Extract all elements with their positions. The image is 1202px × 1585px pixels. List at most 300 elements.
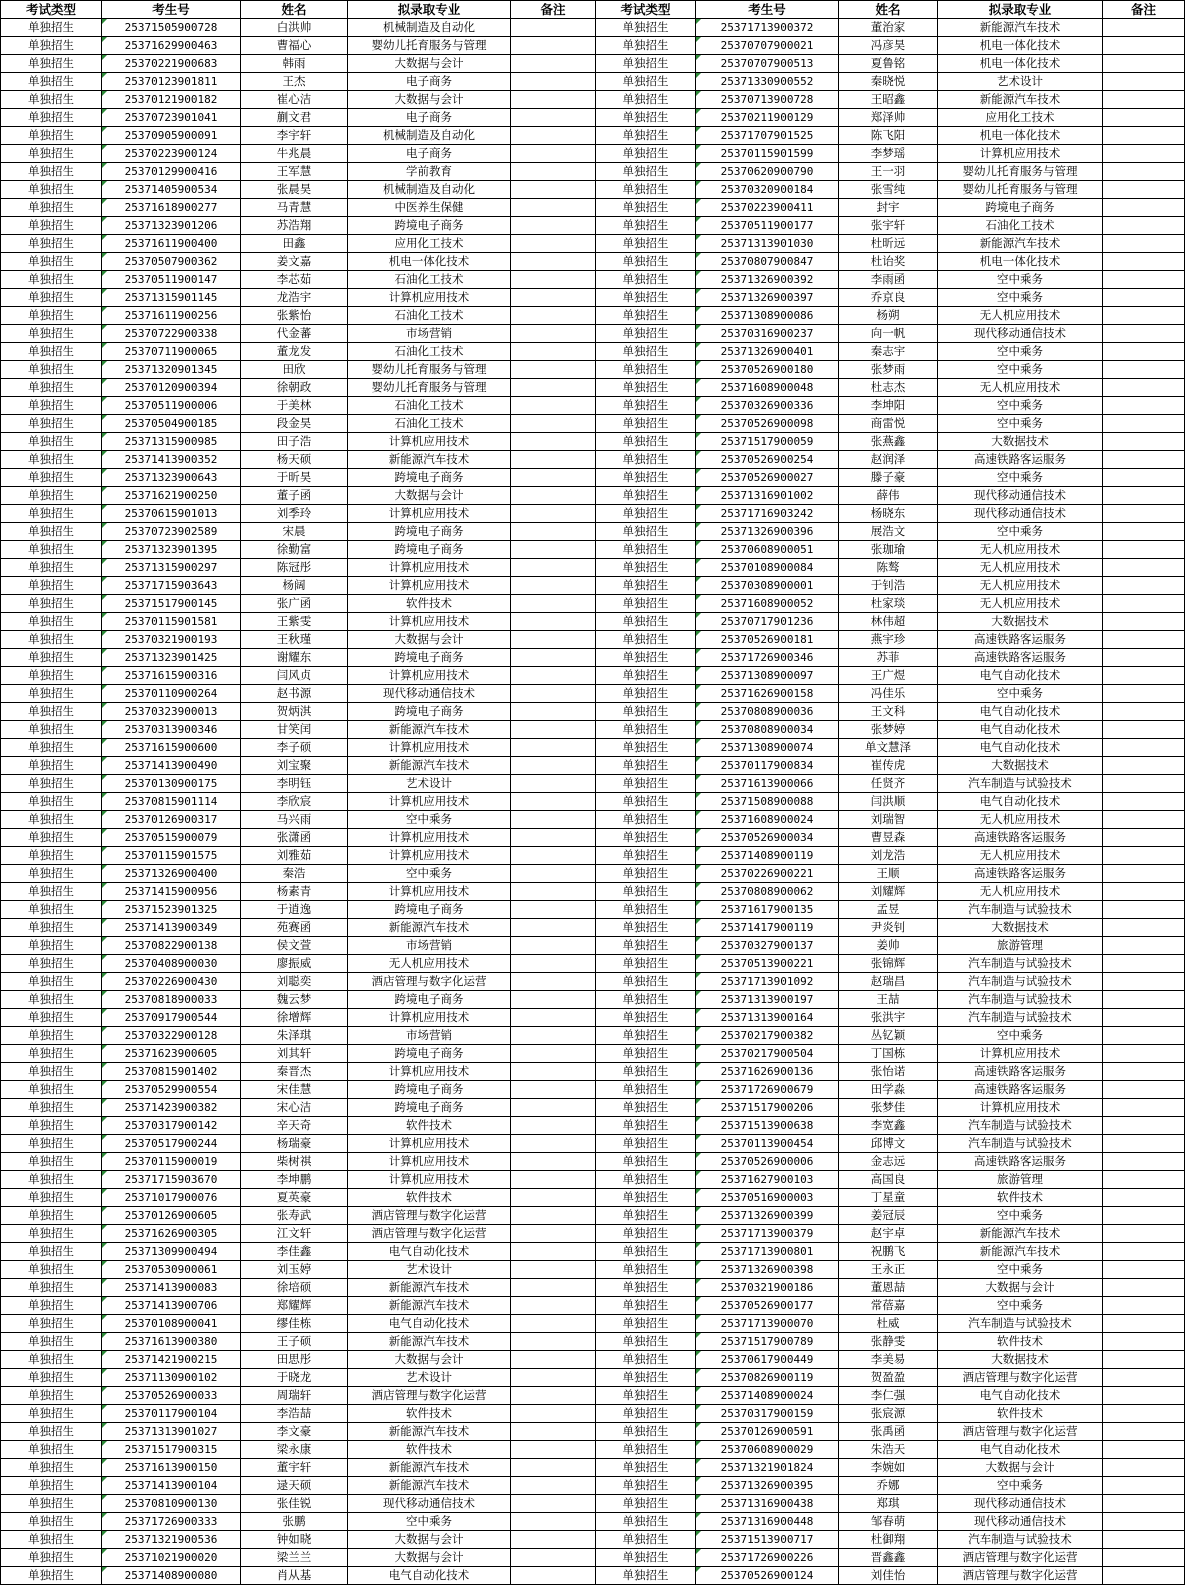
cell-name-2[interactable]: 张宇轩 <box>839 217 938 235</box>
cell-candidate-no[interactable]: 25370711900065 <box>102 343 241 361</box>
cell-candidate-no[interactable]: 25371323901425 <box>102 649 241 667</box>
cell-exam-type[interactable]: 单独招生 <box>1 1405 102 1423</box>
cell-exam-type[interactable]: 单独招生 <box>1 1351 102 1369</box>
cell-exam-type[interactable]: 单独招生 <box>1 253 102 271</box>
cell-exam-type[interactable]: 单独招生 <box>1 613 102 631</box>
cell-name-2[interactable]: 董治家 <box>839 19 938 37</box>
cell-name[interactable]: 王子硕 <box>241 1333 348 1351</box>
cell-remark-2[interactable] <box>1103 721 1185 739</box>
cell-name-2[interactable]: 李仁强 <box>839 1387 938 1405</box>
cell-remark-2[interactable] <box>1103 379 1185 397</box>
cell-name-2[interactable]: 姜冠辰 <box>839 1207 938 1225</box>
cell-major-2[interactable]: 电气自动化技术 <box>938 667 1103 685</box>
cell-remark-2[interactable] <box>1103 901 1185 919</box>
cell-major[interactable]: 机械制造及自动化 <box>348 127 511 145</box>
cell-major[interactable]: 空中乘务 <box>348 811 511 829</box>
cell-major-2[interactable]: 大数据与会计 <box>938 1459 1103 1477</box>
cell-remark[interactable] <box>511 1297 596 1315</box>
cell-exam-type[interactable]: 单独招生 <box>1 757 102 775</box>
cell-exam-type-2[interactable]: 单独招生 <box>596 1171 696 1189</box>
cell-major[interactable]: 石油化工技术 <box>348 397 511 415</box>
cell-exam-type-2[interactable]: 单独招生 <box>596 793 696 811</box>
cell-name-2[interactable]: 曹昱森 <box>839 829 938 847</box>
cell-major[interactable]: 计算机应用技术 <box>348 1063 511 1081</box>
cell-remark[interactable] <box>511 73 596 91</box>
cell-remark[interactable] <box>511 469 596 487</box>
header-remark[interactable]: 备注 <box>511 1 596 19</box>
cell-major-2[interactable]: 电气自动化技术 <box>938 1387 1103 1405</box>
cell-candidate-no-2[interactable]: 25371408900119 <box>696 847 839 865</box>
cell-major[interactable]: 跨境电子商务 <box>348 703 511 721</box>
cell-major-2[interactable]: 大数据技术 <box>938 1351 1103 1369</box>
cell-remark-2[interactable] <box>1103 847 1185 865</box>
cell-major-2[interactable]: 无人机应用技术 <box>938 379 1103 397</box>
cell-exam-type[interactable]: 单独招生 <box>1 703 102 721</box>
cell-candidate-no-2[interactable]: 25371713900372 <box>696 19 839 37</box>
cell-major[interactable]: 机械制造及自动化 <box>348 181 511 199</box>
cell-candidate-no[interactable]: 25371315901145 <box>102 289 241 307</box>
cell-remark-2[interactable] <box>1103 1171 1185 1189</box>
cell-major-2[interactable]: 电气自动化技术 <box>938 793 1103 811</box>
cell-exam-type[interactable]: 单独招生 <box>1 1117 102 1135</box>
cell-remark[interactable] <box>511 163 596 181</box>
cell-candidate-no-2[interactable]: 25371608900048 <box>696 379 839 397</box>
cell-name[interactable]: 王秋瑾 <box>241 631 348 649</box>
cell-name-2[interactable]: 杨朔 <box>839 307 938 325</box>
cell-candidate-no-2[interactable]: 25370526900006 <box>696 1153 839 1171</box>
cell-remark-2[interactable] <box>1103 1045 1185 1063</box>
cell-exam-type[interactable]: 单独招生 <box>1 1459 102 1477</box>
cell-candidate-no-2[interactable]: 25371517900789 <box>696 1333 839 1351</box>
cell-remark-2[interactable] <box>1103 109 1185 127</box>
cell-candidate-no[interactable]: 25371413900349 <box>102 919 241 937</box>
cell-exam-type[interactable]: 单独招生 <box>1 1243 102 1261</box>
cell-major-2[interactable]: 机电一体化技术 <box>938 37 1103 55</box>
cell-exam-type[interactable]: 单独招生 <box>1 1225 102 1243</box>
cell-exam-type-2[interactable]: 单独招生 <box>596 307 696 325</box>
cell-major-2[interactable]: 空中乘务 <box>938 1477 1103 1495</box>
cell-major-2[interactable]: 大数据技术 <box>938 919 1103 937</box>
cell-remark[interactable] <box>511 55 596 73</box>
cell-remark-2[interactable] <box>1103 19 1185 37</box>
cell-exam-type-2[interactable]: 单独招生 <box>596 127 696 145</box>
cell-name-2[interactable]: 刘瑞智 <box>839 811 938 829</box>
cell-remark[interactable] <box>511 1225 596 1243</box>
cell-remark[interactable] <box>511 361 596 379</box>
cell-candidate-no[interactable]: 25370815901402 <box>102 1063 241 1081</box>
cell-exam-type[interactable]: 单独招生 <box>1 415 102 433</box>
cell-major-2[interactable]: 计算机应用技术 <box>938 145 1103 163</box>
cell-major-2[interactable]: 无人机应用技术 <box>938 811 1103 829</box>
cell-exam-type[interactable]: 单独招生 <box>1 145 102 163</box>
cell-name-2[interactable]: 田学淼 <box>839 1081 938 1099</box>
cell-major[interactable]: 电子商务 <box>348 145 511 163</box>
cell-major[interactable]: 大数据与会计 <box>348 1549 511 1567</box>
cell-major-2[interactable]: 婴幼儿托育服务与管理 <box>938 181 1103 199</box>
cell-name-2[interactable]: 董恩喆 <box>839 1279 938 1297</box>
cell-exam-type-2[interactable]: 单独招生 <box>596 937 696 955</box>
cell-name-2[interactable]: 张怡诺 <box>839 1063 938 1081</box>
cell-exam-type-2[interactable]: 单独招生 <box>596 1261 696 1279</box>
cell-candidate-no[interactable]: 25371623900605 <box>102 1045 241 1063</box>
cell-remark-2[interactable] <box>1103 631 1185 649</box>
cell-major[interactable]: 酒店管理与数字化运营 <box>348 973 511 991</box>
cell-exam-type-2[interactable]: 单独招生 <box>596 703 696 721</box>
cell-major[interactable]: 中医养生保健 <box>348 199 511 217</box>
cell-major-2[interactable]: 机电一体化技术 <box>938 127 1103 145</box>
cell-candidate-no-2[interactable]: 25371713900379 <box>696 1225 839 1243</box>
cell-name[interactable]: 王军慧 <box>241 163 348 181</box>
cell-candidate-no[interactable]: 25371613900150 <box>102 1459 241 1477</box>
cell-candidate-no[interactable]: 25370723902589 <box>102 523 241 541</box>
cell-candidate-no[interactable]: 25370115901581 <box>102 613 241 631</box>
cell-exam-type[interactable]: 单独招生 <box>1 721 102 739</box>
cell-candidate-no[interactable]: 25370815901114 <box>102 793 241 811</box>
cell-remark[interactable] <box>511 343 596 361</box>
cell-remark[interactable] <box>511 1531 596 1549</box>
cell-major-2[interactable]: 空中乘务 <box>938 1027 1103 1045</box>
cell-candidate-no[interactable]: 25371621900250 <box>102 487 241 505</box>
cell-remark-2[interactable] <box>1103 1063 1185 1081</box>
cell-remark-2[interactable] <box>1103 1387 1185 1405</box>
cell-name[interactable]: 周瑞轩 <box>241 1387 348 1405</box>
cell-name-2[interactable]: 陈飞阳 <box>839 127 938 145</box>
cell-candidate-no-2[interactable]: 25370707900513 <box>696 55 839 73</box>
cell-major[interactable]: 计算机应用技术 <box>348 847 511 865</box>
cell-exam-type-2[interactable]: 单独招生 <box>596 721 696 739</box>
cell-name-2[interactable]: 苏菲 <box>839 649 938 667</box>
cell-name[interactable]: 田鑫 <box>241 235 348 253</box>
cell-name[interactable]: 蒯文君 <box>241 109 348 127</box>
cell-remark[interactable] <box>511 1243 596 1261</box>
cell-major[interactable]: 婴幼儿托育服务与管理 <box>348 37 511 55</box>
cell-remark[interactable] <box>511 1369 596 1387</box>
cell-remark-2[interactable] <box>1103 703 1185 721</box>
cell-name-2[interactable]: 林伟超 <box>839 613 938 631</box>
cell-remark[interactable] <box>511 595 596 613</box>
cell-name-2[interactable]: 王昭鑫 <box>839 91 938 109</box>
cell-name[interactable]: 刘其轩 <box>241 1045 348 1063</box>
cell-exam-type[interactable]: 单独招生 <box>1 811 102 829</box>
cell-candidate-no-2[interactable]: 25371517900059 <box>696 433 839 451</box>
cell-major[interactable]: 艺术设计 <box>348 1369 511 1387</box>
header-candidate-no-2[interactable]: 考生号 <box>696 1 839 19</box>
cell-name-2[interactable]: 王喆 <box>839 991 938 1009</box>
cell-exam-type-2[interactable]: 单独招生 <box>596 487 696 505</box>
cell-exam-type-2[interactable]: 单独招生 <box>596 37 696 55</box>
cell-remark-2[interactable] <box>1103 595 1185 613</box>
cell-name-2[interactable]: 张燕鑫 <box>839 433 938 451</box>
cell-exam-type[interactable]: 单独招生 <box>1 73 102 91</box>
cell-name[interactable]: 韩雨 <box>241 55 348 73</box>
cell-major-2[interactable]: 空中乘务 <box>938 523 1103 541</box>
cell-remark[interactable] <box>511 937 596 955</box>
cell-remark-2[interactable] <box>1103 1315 1185 1333</box>
cell-exam-type[interactable]: 单独招生 <box>1 1333 102 1351</box>
cell-exam-type[interactable]: 单独招生 <box>1 685 102 703</box>
cell-remark[interactable] <box>511 577 596 595</box>
cell-exam-type[interactable]: 单独招生 <box>1 739 102 757</box>
cell-major-2[interactable]: 新能源汽车技术 <box>938 19 1103 37</box>
cell-remark-2[interactable] <box>1103 1027 1185 1045</box>
cell-major-2[interactable]: 高速铁路客运服务 <box>938 865 1103 883</box>
cell-remark-2[interactable] <box>1103 1207 1185 1225</box>
cell-exam-type-2[interactable]: 单独招生 <box>596 19 696 37</box>
cell-remark[interactable] <box>511 1153 596 1171</box>
cell-remark[interactable] <box>511 1045 596 1063</box>
cell-major[interactable]: 酒店管理与数字化运营 <box>348 1207 511 1225</box>
cell-major[interactable]: 大数据与会计 <box>348 55 511 73</box>
cell-name-2[interactable]: 张静雯 <box>839 1333 938 1351</box>
cell-candidate-no[interactable]: 25371421900215 <box>102 1351 241 1369</box>
cell-name[interactable]: 于晓龙 <box>241 1369 348 1387</box>
cell-major[interactable]: 跨境电子商务 <box>348 1099 511 1117</box>
cell-name[interactable]: 段金昊 <box>241 415 348 433</box>
cell-exam-type-2[interactable]: 单独招生 <box>596 505 696 523</box>
cell-exam-type-2[interactable]: 单独招生 <box>596 1405 696 1423</box>
cell-exam-type-2[interactable]: 单独招生 <box>596 1243 696 1261</box>
cell-major-2[interactable]: 跨境电子商务 <box>938 199 1103 217</box>
cell-candidate-no-2[interactable]: 25370526900177 <box>696 1297 839 1315</box>
cell-remark-2[interactable] <box>1103 1567 1185 1585</box>
cell-candidate-no[interactable]: 25370905900091 <box>102 127 241 145</box>
cell-candidate-no[interactable]: 25370517900244 <box>102 1135 241 1153</box>
cell-remark[interactable] <box>511 19 596 37</box>
cell-candidate-no-2[interactable]: 25371313901030 <box>696 235 839 253</box>
cell-remark-2[interactable] <box>1103 1423 1185 1441</box>
cell-exam-type-2[interactable]: 单独招生 <box>596 1207 696 1225</box>
cell-name-2[interactable]: 张珈瑜 <box>839 541 938 559</box>
cell-remark[interactable] <box>511 829 596 847</box>
cell-remark-2[interactable] <box>1103 1459 1185 1477</box>
cell-candidate-no[interactable]: 25371315900985 <box>102 433 241 451</box>
cell-candidate-no[interactable]: 25370322900128 <box>102 1027 241 1045</box>
cell-exam-type-2[interactable]: 单独招生 <box>596 631 696 649</box>
cell-exam-type-2[interactable]: 单独招生 <box>596 1459 696 1477</box>
cell-remark-2[interactable] <box>1103 1279 1185 1297</box>
cell-major-2[interactable]: 空中乘务 <box>938 685 1103 703</box>
cell-name[interactable]: 李芯茹 <box>241 271 348 289</box>
cell-exam-type[interactable]: 单独招生 <box>1 361 102 379</box>
cell-exam-type-2[interactable]: 单独招生 <box>596 379 696 397</box>
cell-name[interactable]: 马青慧 <box>241 199 348 217</box>
cell-candidate-no-2[interactable]: 25371627900103 <box>696 1171 839 1189</box>
cell-exam-type-2[interactable]: 单独招生 <box>596 1351 696 1369</box>
cell-major[interactable]: 计算机应用技术 <box>348 433 511 451</box>
cell-candidate-no[interactable]: 25371726900333 <box>102 1513 241 1531</box>
cell-name-2[interactable]: 杜志杰 <box>839 379 938 397</box>
cell-remark-2[interactable] <box>1103 91 1185 109</box>
cell-name[interactable]: 逯天硕 <box>241 1477 348 1495</box>
cell-exam-type-2[interactable]: 单独招生 <box>596 1531 696 1549</box>
cell-remark[interactable] <box>511 1171 596 1189</box>
cell-name[interactable]: 徐培硕 <box>241 1279 348 1297</box>
cell-exam-type[interactable]: 单独招生 <box>1 433 102 451</box>
cell-exam-type-2[interactable]: 单独招生 <box>596 919 696 937</box>
cell-remark-2[interactable] <box>1103 235 1185 253</box>
cell-major[interactable]: 计算机应用技术 <box>348 1171 511 1189</box>
cell-candidate-no[interactable]: 25371313901027 <box>102 1423 241 1441</box>
cell-major[interactable]: 空中乘务 <box>348 1513 511 1531</box>
cell-name-2[interactable]: 张禹函 <box>839 1423 938 1441</box>
cell-exam-type[interactable]: 单独招生 <box>1 307 102 325</box>
cell-candidate-no-2[interactable]: 25370327900137 <box>696 937 839 955</box>
cell-remark[interactable] <box>511 1279 596 1297</box>
cell-exam-type-2[interactable]: 单独招生 <box>596 667 696 685</box>
cell-exam-type[interactable]: 单独招生 <box>1 451 102 469</box>
cell-exam-type[interactable]: 单独招生 <box>1 217 102 235</box>
cell-remark-2[interactable] <box>1103 1405 1185 1423</box>
cell-remark[interactable] <box>511 667 596 685</box>
cell-exam-type[interactable]: 单独招生 <box>1 19 102 37</box>
cell-candidate-no-2[interactable]: 25371608900052 <box>696 595 839 613</box>
cell-major-2[interactable]: 高速铁路客运服务 <box>938 649 1103 667</box>
cell-candidate-no-2[interactable]: 25370717901236 <box>696 613 839 631</box>
cell-name-2[interactable]: 李美易 <box>839 1351 938 1369</box>
cell-major-2[interactable]: 空中乘务 <box>938 1297 1103 1315</box>
cell-major-2[interactable]: 新能源汽车技术 <box>938 235 1103 253</box>
cell-name[interactable]: 董宇轩 <box>241 1459 348 1477</box>
cell-major-2[interactable]: 大数据与会计 <box>938 1279 1103 1297</box>
cell-candidate-no[interactable]: 25371321900536 <box>102 1531 241 1549</box>
cell-major-2[interactable]: 汽车制造与试验技术 <box>938 775 1103 793</box>
cell-name[interactable]: 张广函 <box>241 595 348 613</box>
cell-exam-type[interactable]: 单独招生 <box>1 343 102 361</box>
cell-name[interactable]: 宋晨 <box>241 523 348 541</box>
cell-name[interactable]: 秦浩 <box>241 865 348 883</box>
cell-exam-type[interactable]: 单独招生 <box>1 1279 102 1297</box>
cell-major-2[interactable]: 旅游管理 <box>938 937 1103 955</box>
cell-exam-type[interactable]: 单独招生 <box>1 109 102 127</box>
cell-major-2[interactable]: 汽车制造与试验技术 <box>938 1117 1103 1135</box>
cell-exam-type[interactable]: 单独招生 <box>1 955 102 973</box>
cell-name[interactable]: 张紫怡 <box>241 307 348 325</box>
cell-name-2[interactable]: 薛伟 <box>839 487 938 505</box>
cell-exam-type-2[interactable]: 单独招生 <box>596 1297 696 1315</box>
cell-major[interactable]: 跨境电子商务 <box>348 649 511 667</box>
cell-exam-type[interactable]: 单独招生 <box>1 901 102 919</box>
cell-remark-2[interactable] <box>1103 613 1185 631</box>
cell-name[interactable]: 杨瑞豪 <box>241 1135 348 1153</box>
cell-candidate-no[interactable]: 25370723901041 <box>102 109 241 127</box>
cell-name[interactable]: 张晨昊 <box>241 181 348 199</box>
cell-candidate-no[interactable]: 25370810900130 <box>102 1495 241 1513</box>
cell-candidate-no-2[interactable]: 25371726900346 <box>696 649 839 667</box>
cell-candidate-no-2[interactable]: 25371326900399 <box>696 1207 839 1225</box>
cell-name-2[interactable]: 邹春萌 <box>839 1513 938 1531</box>
cell-major[interactable]: 市场营销 <box>348 1027 511 1045</box>
cell-candidate-no[interactable]: 25370129900416 <box>102 163 241 181</box>
cell-name[interactable]: 李欣宸 <box>241 793 348 811</box>
cell-candidate-no-2[interactable]: 25370223900411 <box>696 199 839 217</box>
cell-name[interactable]: 李宇轩 <box>241 127 348 145</box>
header-remark-2[interactable]: 备注 <box>1103 1 1185 19</box>
cell-exam-type-2[interactable]: 单独招生 <box>596 1063 696 1081</box>
cell-candidate-no-2[interactable]: 25370217900504 <box>696 1045 839 1063</box>
cell-major-2[interactable]: 汽车制造与试验技术 <box>938 1009 1103 1027</box>
cell-remark-2[interactable] <box>1103 217 1185 235</box>
cell-candidate-no[interactable]: 25370818900033 <box>102 991 241 1009</box>
cell-exam-type[interactable]: 单独招生 <box>1 1135 102 1153</box>
cell-name-2[interactable]: 张梦婷 <box>839 721 938 739</box>
cell-candidate-no[interactable]: 25371611900400 <box>102 235 241 253</box>
cell-candidate-no[interactable]: 25370822900138 <box>102 937 241 955</box>
cell-name[interactable]: 王紫雯 <box>241 613 348 631</box>
cell-exam-type[interactable]: 单独招生 <box>1 1315 102 1333</box>
cell-candidate-no-2[interactable]: 25371626900158 <box>696 685 839 703</box>
cell-candidate-no-2[interactable]: 25371707901525 <box>696 127 839 145</box>
cell-major[interactable]: 大数据与会计 <box>348 1351 511 1369</box>
cell-major-2[interactable]: 空中乘务 <box>938 343 1103 361</box>
cell-exam-type-2[interactable]: 单独招生 <box>596 1333 696 1351</box>
cell-candidate-no[interactable]: 25371715903670 <box>102 1171 241 1189</box>
cell-candidate-no[interactable]: 25370121900182 <box>102 91 241 109</box>
cell-major[interactable]: 新能源汽车技术 <box>348 451 511 469</box>
cell-major-2[interactable]: 现代移动通信技术 <box>938 505 1103 523</box>
cell-remark[interactable] <box>511 1459 596 1477</box>
cell-remark[interactable] <box>511 1261 596 1279</box>
cell-major-2[interactable]: 汽车制造与试验技术 <box>938 1531 1103 1549</box>
cell-name[interactable]: 曹福心 <box>241 37 348 55</box>
cell-name[interactable]: 宋心洁 <box>241 1099 348 1117</box>
cell-remark[interactable] <box>511 1135 596 1153</box>
cell-exam-type-2[interactable]: 单独招生 <box>596 883 696 901</box>
cell-name[interactable]: 李坤鹏 <box>241 1171 348 1189</box>
cell-candidate-no[interactable]: 25371413900706 <box>102 1297 241 1315</box>
cell-exam-type-2[interactable]: 单独招生 <box>596 469 696 487</box>
cell-major[interactable]: 大数据与会计 <box>348 631 511 649</box>
cell-exam-type-2[interactable]: 单独招生 <box>596 109 696 127</box>
cell-major[interactable]: 计算机应用技术 <box>348 883 511 901</box>
cell-major[interactable]: 机电一体化技术 <box>348 253 511 271</box>
cell-exam-type[interactable]: 单独招生 <box>1 1207 102 1225</box>
cell-remark-2[interactable] <box>1103 577 1185 595</box>
cell-candidate-no[interactable]: 25371615900600 <box>102 739 241 757</box>
cell-major[interactable]: 跨境电子商务 <box>348 217 511 235</box>
cell-name-2[interactable]: 赵宇卓 <box>839 1225 938 1243</box>
cell-major[interactable]: 市场营销 <box>348 325 511 343</box>
cell-name-2[interactable]: 张雪纯 <box>839 181 938 199</box>
cell-name[interactable]: 代金蕃 <box>241 325 348 343</box>
cell-candidate-no-2[interactable]: 25371313900164 <box>696 1009 839 1027</box>
cell-name-2[interactable]: 杜昕远 <box>839 235 938 253</box>
cell-major[interactable]: 现代移动通信技术 <box>348 1495 511 1513</box>
cell-major-2[interactable]: 新能源汽车技术 <box>938 91 1103 109</box>
cell-candidate-no[interactable]: 25371505900728 <box>102 19 241 37</box>
cell-major-2[interactable]: 无人机应用技术 <box>938 559 1103 577</box>
cell-name[interactable]: 田子浩 <box>241 433 348 451</box>
cell-remark[interactable] <box>511 181 596 199</box>
cell-exam-type-2[interactable]: 单独招生 <box>596 451 696 469</box>
cell-remark-2[interactable] <box>1103 865 1185 883</box>
cell-name-2[interactable]: 刘龙浩 <box>839 847 938 865</box>
cell-remark[interactable] <box>511 703 596 721</box>
cell-exam-type-2[interactable]: 单独招生 <box>596 1369 696 1387</box>
cell-exam-type-2[interactable]: 单独招生 <box>596 1117 696 1135</box>
cell-remark-2[interactable] <box>1103 955 1185 973</box>
cell-exam-type[interactable]: 单独招生 <box>1 1567 102 1585</box>
cell-candidate-no-2[interactable]: 25371508900088 <box>696 793 839 811</box>
cell-exam-type-2[interactable]: 单独招生 <box>596 361 696 379</box>
cell-major-2[interactable]: 汽车制造与试验技术 <box>938 901 1103 919</box>
cell-major-2[interactable]: 空中乘务 <box>938 469 1103 487</box>
cell-exam-type[interactable]: 单独招生 <box>1 541 102 559</box>
cell-candidate-no-2[interactable]: 25371330900552 <box>696 73 839 91</box>
cell-name[interactable]: 王杰 <box>241 73 348 91</box>
cell-name[interactable]: 谢耀东 <box>241 649 348 667</box>
cell-remark-2[interactable] <box>1103 1441 1185 1459</box>
cell-exam-type[interactable]: 单独招生 <box>1 1171 102 1189</box>
